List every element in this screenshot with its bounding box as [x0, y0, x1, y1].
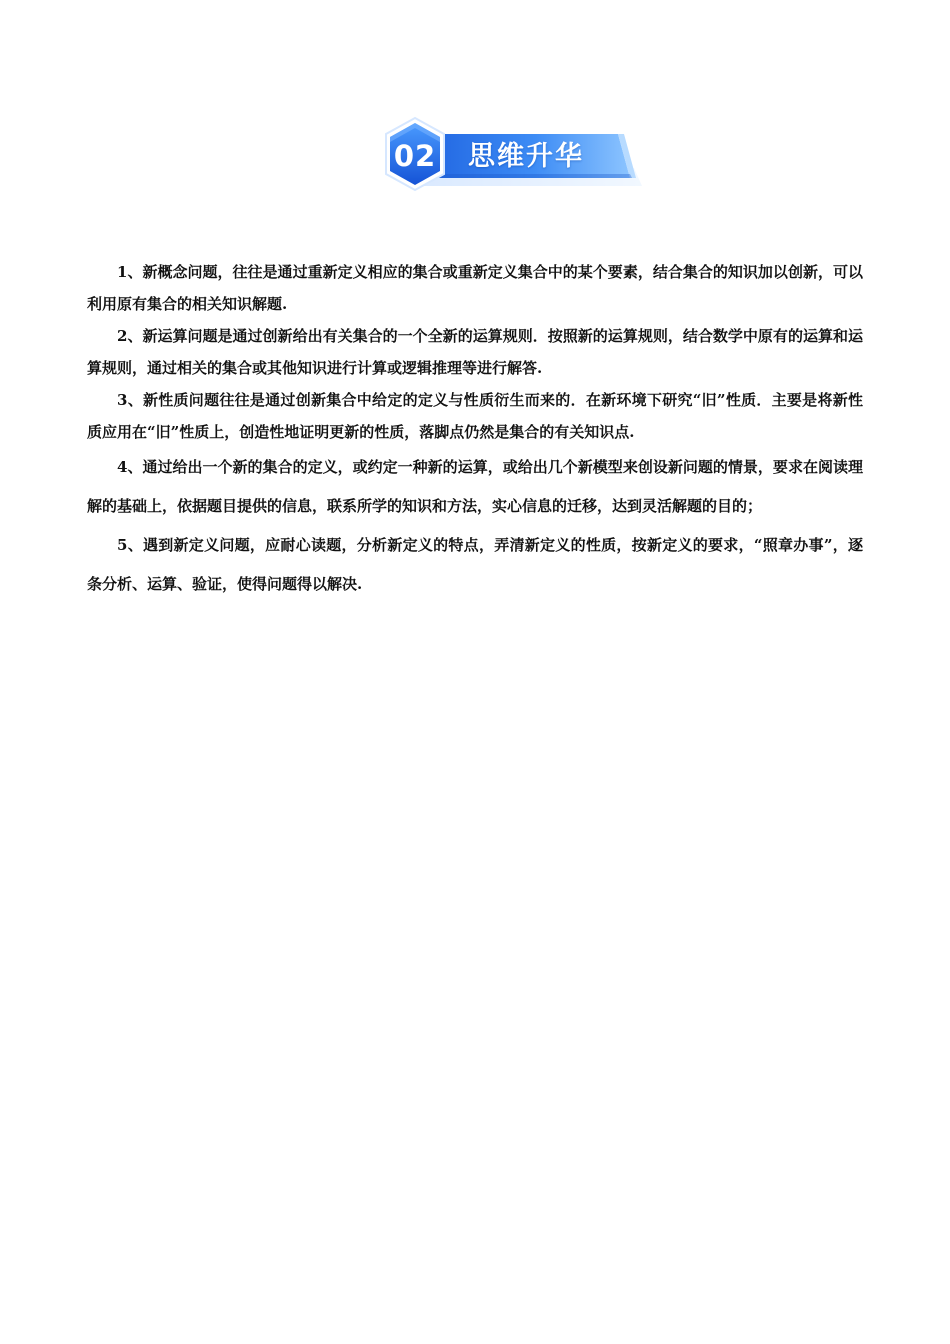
- summary-point-2: 2、新运算问题是通过创新给出有关集合的一个全新的运算规则．按照新的运算规则，结合数学中原有的运算和运算规则，通过相关的集合或其他知识进行计算或逻辑推理等进行解答.: [87, 327, 863, 377]
- section-header: [378, 112, 648, 204]
- summary-point-4: 4、通过给出一个新的集合的定义，或约定一种新的运算，或给出几个新模型来创设新问题的情景，要求在阅读理解的基础上，依据题目提供的信息，联系所学的知识和方法，实心信息的迁移，达到灵活解题的目的；: [87, 458, 863, 515]
- section-title: 思维升华: [468, 141, 584, 172]
- summary-point-3: 3、新性质问题往往是通过创新集合中给定的定义与性质衍生而来的．在新环境下研究“旧”性质．主要是将新性质应用在“旧”性质上，创造性地证明更新的性质，落脚点仍然是集合的有关知识点.: [87, 391, 863, 441]
- section-number: 02: [393, 139, 437, 173]
- summary-point-1: 1、新概念问题，往往是通过重新定义相应的集合或重新定义集合中的某个要素，结合集合的知识加以创新，可以利用原有集合的相关知识解题.: [87, 263, 863, 313]
- summary-point-5: 5、遇到新定义问题，应耐心读题，分析新定义的特点，弄清新定义的性质，按新定义的要求，“照章办事”，逐条分析、运算、验证，使得问题得以解决.: [87, 536, 863, 593]
- summary-content: [87, 256, 863, 604]
